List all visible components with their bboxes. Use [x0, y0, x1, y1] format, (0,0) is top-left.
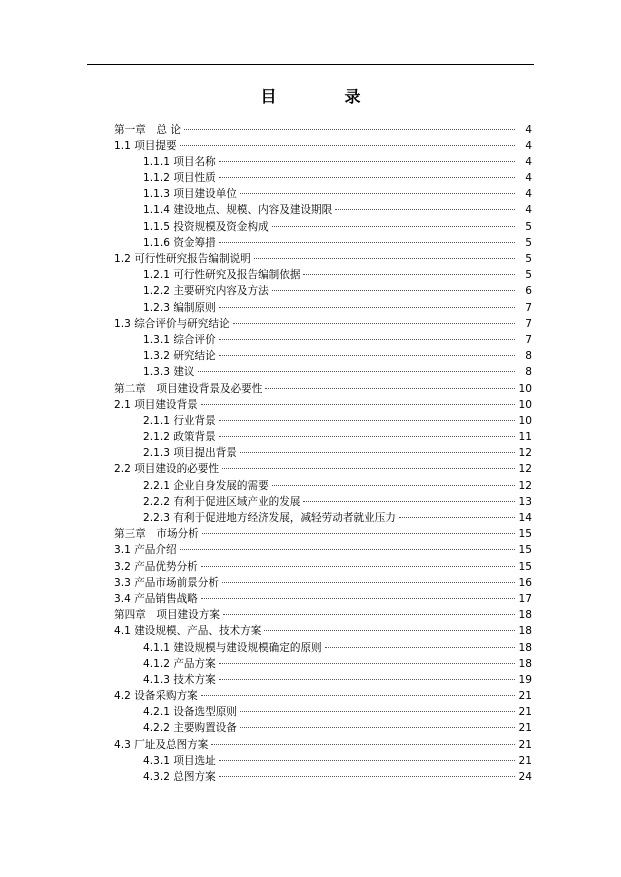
dot-leader: [240, 711, 515, 712]
toc-entry-page: 11: [518, 431, 532, 444]
toc-entry-label: 4.1 建设规模、产品、技术方案: [114, 625, 262, 638]
dot-leader: [264, 630, 515, 631]
dot-leader: [202, 533, 515, 534]
dot-leader: [219, 242, 515, 243]
toc-entry-page: 17: [518, 592, 532, 605]
toc-entry[interactable]: [114, 591, 532, 607]
toc-entry[interactable]: [114, 542, 532, 558]
toc-entry[interactable]: [114, 348, 532, 364]
dot-leader: [219, 307, 515, 308]
toc-entry-label: 第二章 项目建设背景及必要性: [114, 382, 263, 395]
toc-entry-page: 18: [518, 625, 532, 638]
toc-entry[interactable]: [114, 445, 532, 461]
dot-leader: [219, 355, 515, 356]
toc-entry-page: 21: [518, 706, 532, 719]
toc-entry[interactable]: [114, 559, 532, 575]
toc-entry-label: 4.1.2 产品方案: [143, 657, 216, 670]
toc-entry-label: 3.1 产品介绍: [114, 544, 177, 557]
header-rule: [87, 64, 534, 65]
dot-leader: [399, 517, 515, 518]
toc-entry-label: 1.2 可行性研究报告编制说明: [114, 253, 251, 265]
toc-entry-page: 7: [525, 333, 532, 346]
dot-leader: [233, 323, 515, 324]
toc-entry[interactable]: [114, 138, 532, 154]
toc-entry-page: 12: [518, 463, 532, 476]
dot-leader: [303, 274, 515, 275]
toc-entry[interactable]: [114, 267, 532, 283]
toc-title: 目 录: [260, 87, 387, 106]
dot-leader: [198, 371, 515, 372]
toc-entry-label: 3.4 产品销售战略: [114, 592, 198, 605]
toc-entry-label: 4.2.2 主要购置设备: [143, 722, 237, 735]
toc-entry-page: 4: [525, 172, 532, 185]
dot-leader: [254, 258, 515, 259]
toc-entry-page: 16: [518, 576, 532, 589]
toc-entry-page: 4: [525, 139, 532, 152]
toc-entry-page: 10: [518, 398, 532, 411]
dot-leader: [265, 388, 515, 389]
toc-entry-page: 19: [518, 673, 532, 686]
toc-entry[interactable]: [114, 607, 532, 623]
toc-entry[interactable]: [114, 251, 532, 267]
toc-entry-label: 1.1.5 投资规模及资金构成: [143, 220, 269, 233]
toc-entry-page: 10: [518, 382, 532, 395]
dot-leader: [240, 727, 515, 728]
toc-entry-page: 21: [518, 754, 532, 767]
toc-entry-label: 1.3.1 综合评价: [143, 333, 216, 346]
toc-entry-label: 第四章 项目建设方案: [114, 609, 220, 622]
toc-entry[interactable]: [114, 494, 532, 510]
dot-leader: [219, 436, 515, 437]
toc-entry-page: 4: [525, 204, 532, 217]
dot-leader: [201, 695, 515, 696]
dot-leader: [222, 468, 515, 469]
toc-entry-label: 第一章 总 论: [114, 123, 181, 136]
toc-entry[interactable]: [114, 154, 532, 170]
toc-entry-page: 8: [525, 350, 532, 363]
toc-entry-page: 24: [518, 771, 532, 783]
dot-leader: [222, 582, 515, 583]
toc-entry[interactable]: [114, 429, 532, 445]
toc-entry-page: 4: [525, 123, 532, 136]
toc-entry[interactable]: [114, 364, 532, 380]
toc-entry-label: 1.1.2 项目性质: [143, 172, 216, 185]
dot-leader: [219, 679, 515, 680]
toc-entry-page: 6: [525, 285, 532, 298]
toc-entry-label: 2.2 项目建设的必要性: [114, 463, 219, 476]
toc-entry-page: 15: [518, 544, 532, 557]
dot-leader: [272, 226, 515, 227]
toc-entry-page: 5: [525, 220, 532, 233]
toc-entry[interactable]: [114, 753, 532, 769]
toc-entry-page: 12: [518, 447, 532, 460]
toc-entry[interactable]: [114, 720, 532, 736]
toc-entry[interactable]: [114, 704, 532, 720]
toc-entry[interactable]: [114, 381, 532, 397]
toc-entry[interactable]: [114, 397, 532, 413]
toc-entry[interactable]: [114, 478, 532, 494]
toc-entry-page: 4: [525, 155, 532, 168]
dot-leader: [240, 193, 515, 194]
toc-entry[interactable]: [114, 235, 532, 251]
toc-entry[interactable]: [114, 202, 532, 218]
toc-entry-label: 1.1.4 建设地点、规模、内容及建设期限: [143, 204, 333, 217]
dot-leader: [211, 744, 515, 745]
toc-entry[interactable]: [114, 769, 532, 785]
toc-entry-label: 4.2 设备采购方案: [114, 690, 198, 703]
toc-entry[interactable]: [114, 575, 532, 591]
toc-entry-label: 4.3.2 总图方案: [143, 771, 216, 783]
dot-leader: [272, 485, 515, 486]
toc-entry-label: 3.2 产品优势分析: [114, 560, 198, 573]
toc-entry-page: 7: [525, 317, 532, 330]
toc-entry-page: 12: [518, 479, 532, 492]
toc-entry-label: 1.1.1 项目名称: [143, 155, 216, 168]
dot-leader: [219, 339, 515, 340]
dot-leader: [303, 501, 515, 502]
dot-leader: [219, 161, 515, 162]
toc-entry-label: 2.2.1 企业自身发展的需要: [143, 479, 269, 492]
toc-entry[interactable]: [114, 672, 532, 688]
toc-entry-page: 4: [525, 188, 532, 201]
toc-entry[interactable]: [114, 640, 532, 656]
toc-entry-page: 21: [518, 690, 532, 703]
toc-entry[interactable]: [114, 413, 532, 429]
dot-leader: [180, 549, 515, 550]
toc-entry-label: 1.1.6 资金筹措: [143, 236, 216, 249]
dot-leader: [335, 209, 515, 210]
toc-entry-page: 8: [525, 366, 532, 379]
toc-entry-label: 2.1.1 行业背景: [143, 414, 216, 427]
toc-entry[interactable]: [114, 170, 532, 186]
toc-entry-label: 4.3.1 项目选址: [143, 754, 216, 767]
dot-leader: [223, 614, 515, 615]
toc-entry[interactable]: [114, 656, 532, 672]
toc-entry-page: 15: [518, 528, 532, 541]
toc-entry[interactable]: [114, 737, 532, 753]
toc-entry-page: 18: [518, 609, 532, 622]
toc-entry-page: 5: [525, 236, 532, 249]
toc-entry-label: 4.1.1 建设规模与建设规模确定的原则: [143, 641, 322, 654]
dot-leader: [201, 598, 515, 599]
toc-entry-label: 1.3.3 建议: [143, 366, 195, 379]
toc-entry-label: 2.1 项目建设背景: [114, 398, 198, 411]
toc-entry-page: 13: [518, 495, 532, 508]
dot-leader: [219, 177, 515, 178]
toc-entry-label: 1.2.3 编制原则: [143, 301, 216, 314]
toc-entry-page: 15: [518, 560, 532, 573]
dot-leader: [219, 776, 515, 777]
toc-entry-page: 14: [518, 512, 532, 524]
toc-entry-label: 2.1.3 项目提出背景: [143, 447, 237, 460]
dot-leader: [219, 760, 515, 761]
dot-leader: [219, 420, 515, 421]
toc-entry-label: 1.1.3 项目建设单位: [143, 188, 237, 201]
toc-entry-page: 18: [518, 641, 532, 654]
toc-entry[interactable]: [114, 526, 532, 542]
toc-entry-page: 21: [518, 738, 532, 751]
toc-entry-page: 10: [518, 414, 532, 427]
toc-entry-label: 3.3 产品市场前景分析: [114, 576, 219, 589]
toc-entry[interactable]: [114, 332, 532, 348]
dot-leader: [184, 129, 515, 130]
toc-entry[interactable]: [114, 316, 532, 332]
toc-entry-label: 1.1 项目提要: [114, 139, 177, 152]
toc-entry-label: 1.3.2 研究结论: [143, 350, 216, 363]
toc-entry-label: 4.1.3 技术方案: [143, 673, 216, 686]
toc-entry-label: 2.2.2 有利于促进区域产业的发展: [143, 495, 301, 508]
toc-entry[interactable]: [114, 510, 532, 526]
toc-entry-page: 21: [518, 722, 532, 735]
toc-entry-label: 4.3 厂址及总图方案: [114, 738, 209, 751]
toc-entry-label: 1.3 综合评价与研究结论: [114, 317, 230, 330]
dot-leader: [272, 290, 515, 291]
toc-entry-page: 7: [525, 301, 532, 314]
toc-entry[interactable]: [114, 688, 532, 704]
toc-entry-label: 4.2.1 设备选型原则: [143, 706, 237, 719]
toc-entry-label: 2.2.3 有利于促进地方经济发展，减轻劳动者就业压力: [143, 512, 396, 524]
toc-entry-label: 第三章 市场分析: [114, 528, 199, 541]
toc-entry-page: 5: [525, 269, 532, 282]
toc-entry-label: 1.2.2 主要研究内容及方法: [143, 285, 269, 298]
dot-leader: [201, 404, 515, 405]
toc-entry-label: 2.1.2 政策背景: [143, 431, 216, 444]
toc-entry[interactable]: [114, 186, 532, 202]
toc-entry[interactable]: [114, 300, 532, 316]
toc-entry[interactable]: [114, 283, 532, 299]
toc-entry[interactable]: [114, 122, 532, 138]
dot-leader: [201, 566, 515, 567]
toc-entry-page: 5: [525, 253, 532, 265]
dot-leader: [240, 452, 515, 453]
toc-entry[interactable]: [114, 219, 532, 235]
toc-entry-label: 1.2.1 可行性研究及报告编制依据: [143, 269, 301, 282]
toc-entry[interactable]: [114, 461, 532, 477]
dot-leader: [219, 663, 515, 664]
toc-entry[interactable]: [114, 623, 532, 639]
toc-entry-page: 18: [518, 657, 532, 670]
dot-leader: [325, 647, 515, 648]
dot-leader: [180, 145, 515, 146]
toc-list: [114, 122, 532, 786]
